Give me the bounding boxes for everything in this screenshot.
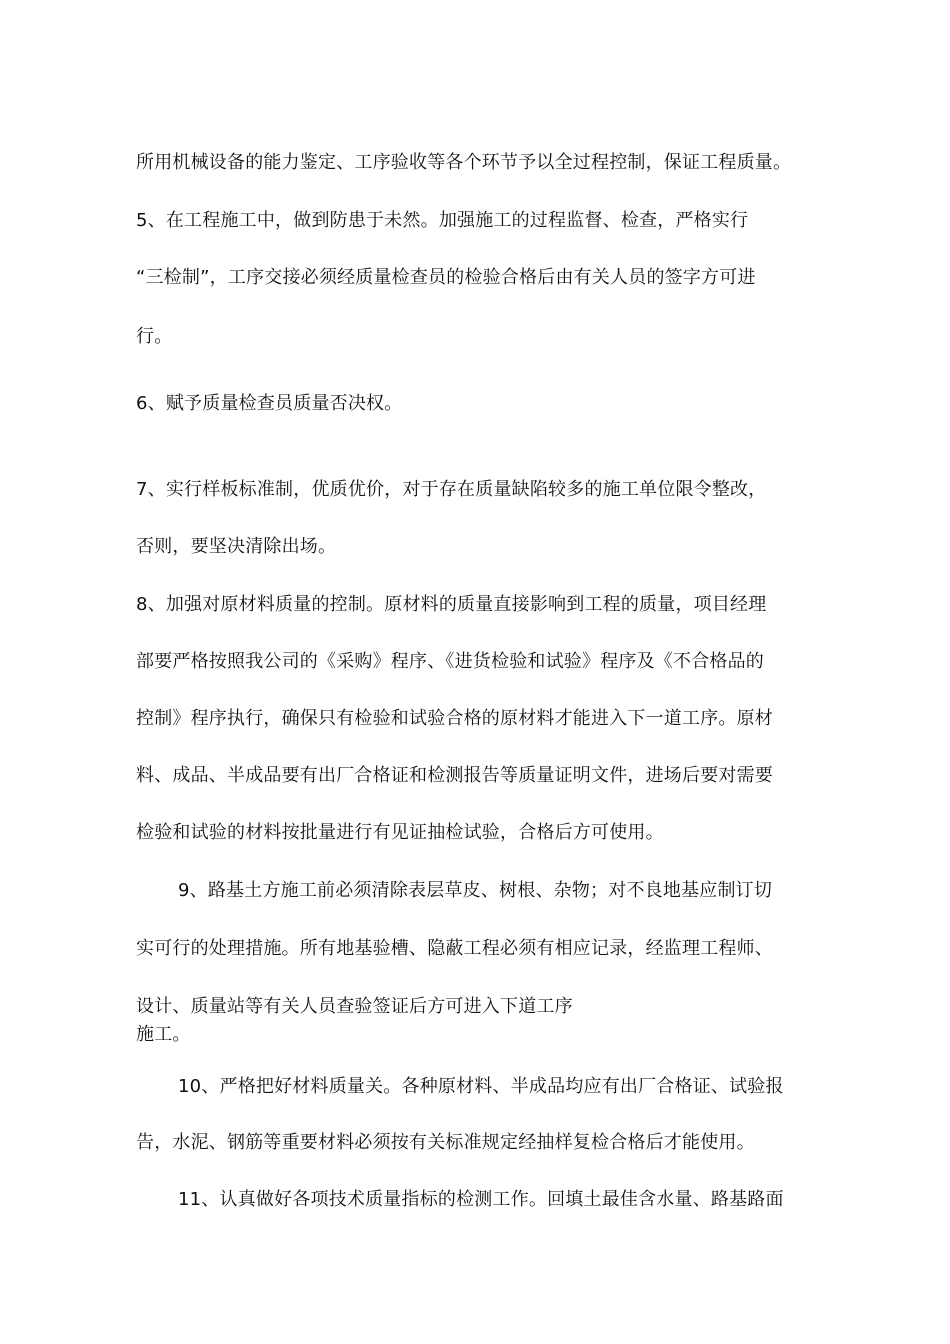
text-line: 施工。 xyxy=(136,1024,191,1045)
text-line: 10、严格把好材料质量关。各种原材料、半成品均应有出厂合格证、试验报 xyxy=(178,1076,784,1097)
text-line: 检验和试验的材料按批量进行有见证抽检试验，合格后方可使用。 xyxy=(136,822,664,843)
text-line: 行。 xyxy=(136,326,173,347)
text-line: 告，水泥、钢筋等重要材料必须按有关标准规定经抽样复检合格后才能使用。 xyxy=(136,1132,755,1153)
text-line: 部要严格按照我公司的《采购》程序、《进货检验和试验》程序及《不合格品的 xyxy=(136,651,764,672)
text-line: 实可行的处理措施。所有地基验槽、隐蔽工程必须有相应记录，经监理工程师、 xyxy=(136,938,773,959)
text-line: “三检制”，工序交接必须经质量检查员的检验合格后由有关人员的签字方可进 xyxy=(136,267,756,288)
text-line: 料、成品、半成品要有出厂合格证和检测报告等质量证明文件，进场后要对需要 xyxy=(136,765,773,786)
text-line: 5、在工程施工中，做到防患于未然。加强施工的过程监督、检查，严格实行 xyxy=(136,210,749,231)
text-line: 控制》程序执行，确保只有检验和试验合格的原材料才能进入下一道工序。原材 xyxy=(136,708,773,729)
text-line: 所用机械设备的能力鉴定、工序验收等各个环节予以全过程控制，保证工程质量。 xyxy=(136,152,792,173)
text-line: 否则，要坚决清除出场。 xyxy=(136,536,337,557)
text-line: 设计、质量站等有关人员查验签证后方可进入下道工序 xyxy=(136,996,573,1017)
text-line: 6、赋予质量检查员质量否决权。 xyxy=(136,393,403,414)
text-line: 9、路基土方施工前必须清除表层草皮、树根、杂物；对不良地基应制订切 xyxy=(178,880,773,901)
text-line: 8、加强对原材料质量的控制。原材料的质量直接影响到工程的质量，项目经理 xyxy=(136,594,767,615)
text-line: 7、实行样板标准制，优质优价，对于存在质量缺陷较多的施工单位限令整改， xyxy=(136,479,767,500)
text-line: 11、认真做好各项技术质量指标的检测工作。回填土最佳含水量、路基路面 xyxy=(178,1189,784,1210)
